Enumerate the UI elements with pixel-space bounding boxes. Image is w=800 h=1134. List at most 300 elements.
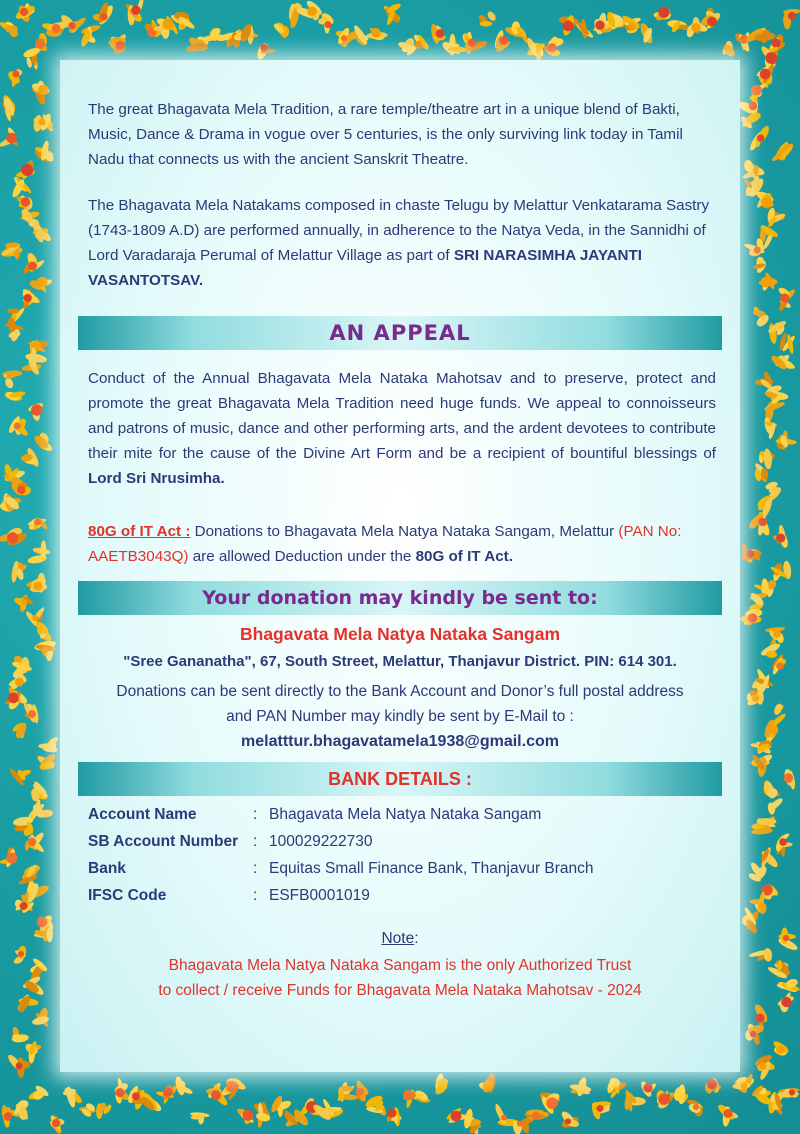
leaf [758,28,771,41]
flower-bloom [779,838,787,846]
flower-motif [28,277,53,294]
leaf [247,26,253,45]
leaf [50,1119,62,1128]
leaf [448,1115,461,1124]
leaf [765,40,786,55]
leaf [37,41,49,53]
leaf [477,13,489,25]
leaf [208,26,222,38]
flower-motif [2,369,23,389]
leaf [34,1084,50,1098]
leaf [597,12,608,34]
flower-bloom [131,5,140,14]
leaf [440,40,458,57]
leaf [187,35,208,53]
leaf [16,1099,29,1111]
flower-motif [769,353,796,371]
ifsc-label: IFSC Code [88,887,167,904]
flower-motif [41,20,70,37]
leaf [19,485,32,496]
flower-motif [233,23,259,45]
leaf [20,597,26,610]
leaf [772,563,784,582]
leaf [7,467,20,481]
leaf [27,885,33,896]
leaf [3,373,14,379]
flower-motif [252,1101,272,1128]
flower-bloom [723,1109,732,1118]
note-line-2: to collect / receive Funds for Bhagavata Mela Nataka Mahotsav - 2024 [158,982,642,999]
leaf [7,317,17,335]
flower-motif [753,1053,775,1081]
leaf [639,23,654,44]
leaf [17,196,31,208]
leaf [678,1084,686,1104]
leaf [35,45,46,51]
leaf [65,1087,84,1106]
flower-bloom [761,884,772,895]
flower-motif [31,80,51,106]
leaf [9,390,25,398]
flower-motif [282,1107,310,1128]
leaf [27,1087,47,1101]
leaf [753,309,766,317]
leaf [24,840,30,851]
flower-motif [523,1109,549,1125]
leaf [752,306,762,318]
leaf [781,982,800,992]
leaf [29,963,46,975]
flower-motif [765,626,785,644]
leaf [22,702,36,724]
leaf [38,431,50,445]
leaf [65,1086,77,1109]
flower-motif [318,11,336,34]
leaf [159,20,170,40]
leaf [759,378,773,390]
contact-email[interactable]: melatttur.bhagavatamela1938@gmail.com [241,733,559,750]
leaf [355,1090,366,1103]
leaf [614,1080,621,1094]
leaf [754,26,767,37]
leaf [777,980,798,994]
leaf [766,70,773,84]
flower-motif [26,572,48,593]
flower-bloom [595,21,604,30]
leaf [32,547,51,556]
leaf [774,33,785,46]
flower-motif [13,594,34,613]
leaf [733,1078,749,1094]
leaf [8,678,21,688]
leaf [768,209,786,222]
leaf [13,417,28,434]
flower-bloom [501,1114,507,1120]
leaf [127,5,135,26]
flower-motif [21,252,45,276]
leaf [260,48,276,54]
leaf [775,836,787,855]
leaf [758,197,773,210]
leaf [198,1113,204,1124]
leaf [403,36,416,51]
flower-bloom [307,7,317,17]
flower-motif [759,846,779,869]
flower-motif [24,881,50,905]
flower-motif [781,8,800,29]
leaf [763,448,773,470]
leaf [0,497,21,507]
leaf [15,7,36,20]
leaf [23,863,41,877]
leaf [753,1003,770,1024]
leaf [16,994,32,1014]
leaf [642,27,654,44]
leaf [780,998,789,1013]
leaf [129,1088,142,1100]
leaf [667,19,688,30]
leaf [340,33,348,47]
leaf [447,1114,467,1121]
account-name-value: Bhagavata Mela Natya Nataka Sangam [269,806,542,823]
leaf [742,170,758,180]
flower-motif [686,1099,704,1117]
leaf [64,1086,77,1096]
leaf [40,540,46,559]
flower-motif [11,654,33,680]
leaf [609,1083,622,1099]
leaf [764,403,778,412]
leaf [220,1079,240,1098]
flower-motif [737,94,759,116]
leaf [206,1088,221,1096]
leaf [757,1012,764,1032]
leaf [46,29,61,37]
leaf [753,583,773,595]
leaf [25,252,39,271]
leaf [13,561,25,571]
flower-motif [605,10,628,29]
leaf [151,23,157,35]
leaf [33,340,49,350]
leaf [80,23,101,35]
leaf [382,4,401,21]
flower-bloom [752,694,760,702]
flower-bloom [403,1090,413,1100]
leaf [37,610,43,621]
leaf [467,1119,481,1127]
leaf [779,298,792,309]
separator: : [253,806,258,823]
leaf [610,19,624,28]
leaf [36,754,56,771]
leaf [22,596,34,606]
leaf [21,363,41,372]
leaf [741,115,756,129]
leaf [15,177,33,195]
leaf [31,52,39,70]
leaf [5,369,18,380]
flower-motif [623,1090,646,1112]
leaf [27,835,46,854]
leaf [39,140,50,161]
flower-motif [0,20,20,39]
leaf [3,463,13,477]
leaf [14,949,27,959]
leaf [756,516,767,536]
leaf [756,736,774,756]
leaf [10,68,21,88]
flower-motif [743,237,765,257]
leaf [30,341,38,356]
leaf [324,19,330,34]
flower-bloom [773,630,781,638]
leaf [33,518,39,530]
flower-motif [397,36,419,56]
leaf [97,1101,108,1114]
leaf [695,1106,703,1116]
leaf [26,702,39,715]
leaf [238,29,259,39]
flower-bloom [565,1118,571,1124]
flower-motif [16,993,39,1013]
leaf [486,1073,496,1093]
leaf [784,1087,799,1099]
leaf [773,1092,783,1109]
leaf [721,43,737,59]
leaf [306,1103,322,1117]
flower-motif [13,891,35,914]
flower-motif [13,1099,30,1122]
leaf [609,13,624,25]
leaf [755,190,775,205]
leaf [478,1081,491,1090]
leaf [435,1073,445,1094]
flower-motif [749,591,768,611]
leaf [779,835,785,857]
leaf [7,696,22,712]
leaf [771,657,784,676]
flower-motif [311,1098,344,1122]
leaf [24,1042,40,1057]
flower-motif [767,319,788,345]
leaf [208,1082,222,1098]
flower-motif [34,639,57,661]
leaf [29,789,48,802]
donation-instructions-2: and PAN Number may kindly be sent by E-Mail to : [226,708,574,725]
flower-motif [59,13,87,35]
leaf [49,738,57,751]
leaf [22,292,36,303]
flower-bloom [51,24,60,33]
leaf [750,742,772,749]
leaf [511,1120,521,1134]
leaf [563,20,571,32]
leaf [755,313,771,329]
flower-motif [34,925,53,942]
leaf [605,12,616,28]
leaf [10,560,19,583]
leaf [7,686,22,705]
leaf [28,278,45,291]
flower-motif [593,12,617,35]
leaf [13,243,20,260]
leaf [517,25,530,44]
flower-motif [27,402,44,422]
leaf [748,90,761,101]
flower-motif [752,257,768,275]
leaf [225,28,243,47]
leaf [15,169,35,179]
leaf [32,780,49,800]
leaf [174,12,189,21]
leaf [595,17,617,32]
leaf [621,14,641,30]
flower-bloom [6,853,17,864]
leaf [39,278,53,288]
leaf [685,23,696,38]
flower-motif [543,35,565,57]
flower-motif [355,1080,371,1103]
leaf [752,759,770,766]
leaf [756,1086,769,1098]
leaf [768,36,782,53]
leaf [25,352,48,364]
leaf [32,1089,46,1102]
leaf [760,467,770,480]
leaf [112,43,127,56]
leaf [369,26,385,39]
flower-motif [0,493,22,513]
flower-motif [721,41,737,59]
flower-bloom [468,38,477,47]
flower-bloom [547,43,556,52]
flower-bloom [517,1121,523,1127]
leaf [767,212,786,225]
leaf [740,1073,754,1094]
leaf [768,49,779,63]
flower-motif [748,124,771,152]
leaf [1,1105,9,1122]
flower-motif [739,110,762,130]
flower-motif [412,33,431,51]
leaf [28,831,45,850]
leaf [4,390,23,402]
leaf [533,42,545,58]
leaf [87,26,92,39]
leaf [782,992,792,1008]
leaf [763,417,773,435]
leaf [775,438,797,445]
leaf [39,628,49,639]
flower-bloom [17,486,25,494]
leaf [493,29,505,49]
flower-bloom [20,902,28,910]
flower-motif [777,286,797,312]
leaf [756,1058,767,1072]
leaf [7,415,22,435]
leaf [176,16,191,32]
leaf [758,1060,772,1081]
leaf [6,126,17,139]
leaf [753,462,769,480]
leaf [31,1090,42,1101]
leaf [10,328,21,343]
leaf [22,289,32,310]
leaf [756,136,761,147]
leaf [776,832,790,844]
leaf [143,22,159,34]
leaf [768,391,789,401]
leaf [716,1102,736,1121]
flower-bloom [628,23,635,30]
leaf [740,1076,755,1088]
flower-bloom [783,935,789,941]
leaf [39,913,54,928]
flower-bloom [371,28,381,38]
flower-bloom [13,71,20,78]
leaf [759,223,772,237]
leaf [190,1112,210,1118]
leaf [498,1119,519,1126]
leaf [740,542,750,563]
leaf [32,957,49,973]
leaf [142,1091,160,1112]
flower-motif [777,928,799,953]
leaf [92,13,106,22]
leaf [778,524,787,544]
flower-bloom [776,1046,785,1055]
leaf [153,23,175,32]
leaf [558,15,580,27]
flower-motif [11,721,28,740]
flower-motif [740,542,763,564]
leaf [139,1095,157,1113]
leaf [768,486,781,494]
leaf [710,1078,717,1093]
leaf [24,610,40,628]
leaf [759,45,778,66]
flower-motif [590,1100,612,1120]
flower-bloom [746,550,754,558]
leaf [0,531,19,543]
flower-motif [733,31,751,53]
flower-motif [18,863,41,886]
leaf [38,743,53,748]
flower-bloom [211,1090,221,1100]
flower-motif [430,23,446,44]
leaf [5,244,14,255]
leaf [22,46,41,59]
leaf [43,745,58,754]
leaf [766,485,783,502]
leaf [255,42,269,61]
leaf [262,43,270,56]
leaf [385,9,396,26]
leaf [743,159,754,172]
leaf [624,1090,633,1112]
leaf [223,1083,235,1093]
flower-motif [79,1102,97,1118]
leaf [30,577,47,589]
flower-motif [10,560,28,583]
leaf [414,40,426,50]
leaf [744,163,766,177]
flower-motif [493,29,511,53]
leaf [45,735,60,750]
leaf [773,1045,788,1057]
flower-bloom [226,1081,238,1093]
